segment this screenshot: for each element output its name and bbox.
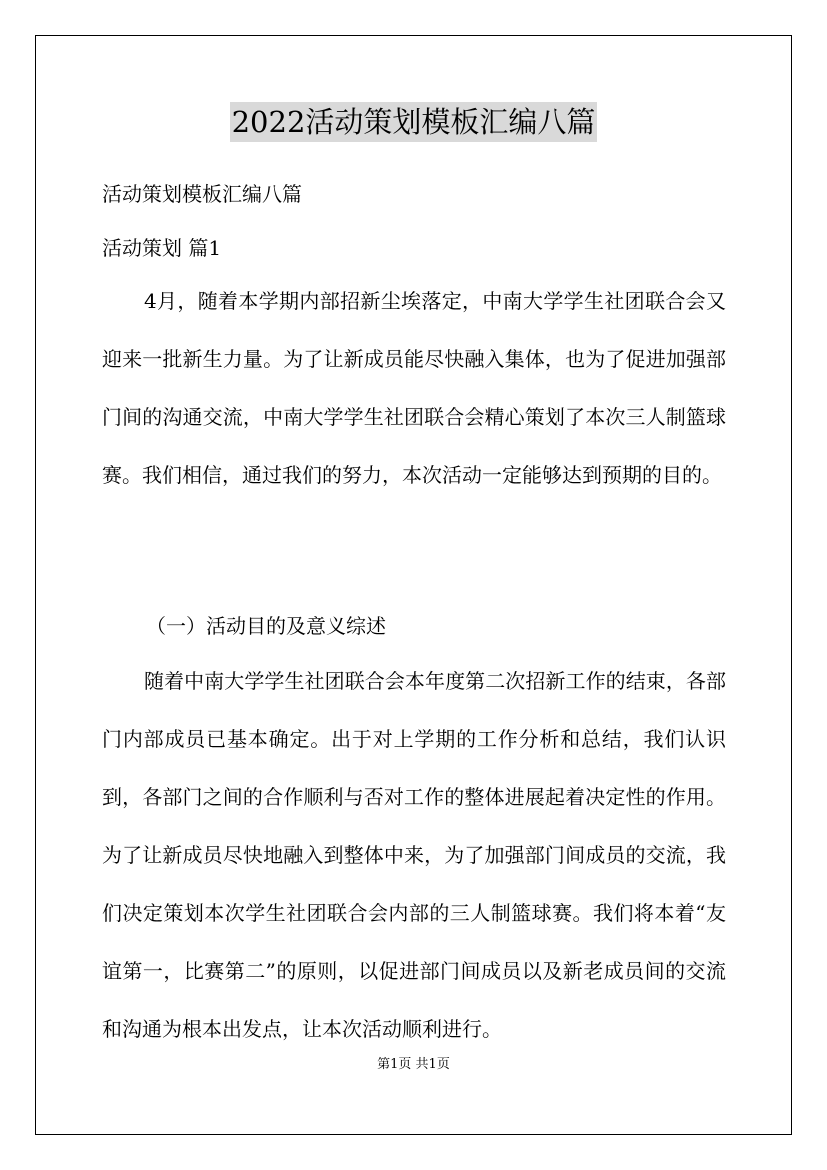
intro-paragraph: 4月，随着本学期内部招新尘埃落定，中南大学学生社团联合会又迎来一批新生力量。为了让新成员能尽快融入集体，也为了促进加强部门间的沟通交流，中南大学学生社团联合会精心策划了本次三人制篮球赛。我们相信，通过我们的努力，本次活动一定能够达到预期的目的。 bbox=[102, 289, 726, 487]
title-container bbox=[0, 102, 827, 142]
section-label: 活动策划 篇1 bbox=[102, 236, 222, 260]
document-subtitle: 活动策划模板汇编八篇 bbox=[102, 182, 302, 206]
section-heading: （一）活动目的及意义综述 bbox=[146, 614, 386, 638]
document-title: 2022活动策划模板汇编八篇 bbox=[230, 102, 598, 142]
body-paragraph: 随着中南大学学生社团联合会本年度第二次招新工作的结束，各部门内部成员已基本确定。出于对上学期的工作分析和总结，我们认识到，各部门之间的合作顺利与否对工作的整体进展起着决定性的作用。为了让新成员尽快地融入到整体中来，为了加强部门间成员的交流，我们决定策划本次学生社团联合会内部的三人制篮球赛。我们将本着“友谊第一，比赛第二”的原则，以促进部门间成员以及新老成员间的交流和沟通为根本出发点，让本次活动顺利进行。 bbox=[102, 669, 726, 1041]
page-footer: 第1页 共1页 bbox=[377, 1057, 450, 1072]
